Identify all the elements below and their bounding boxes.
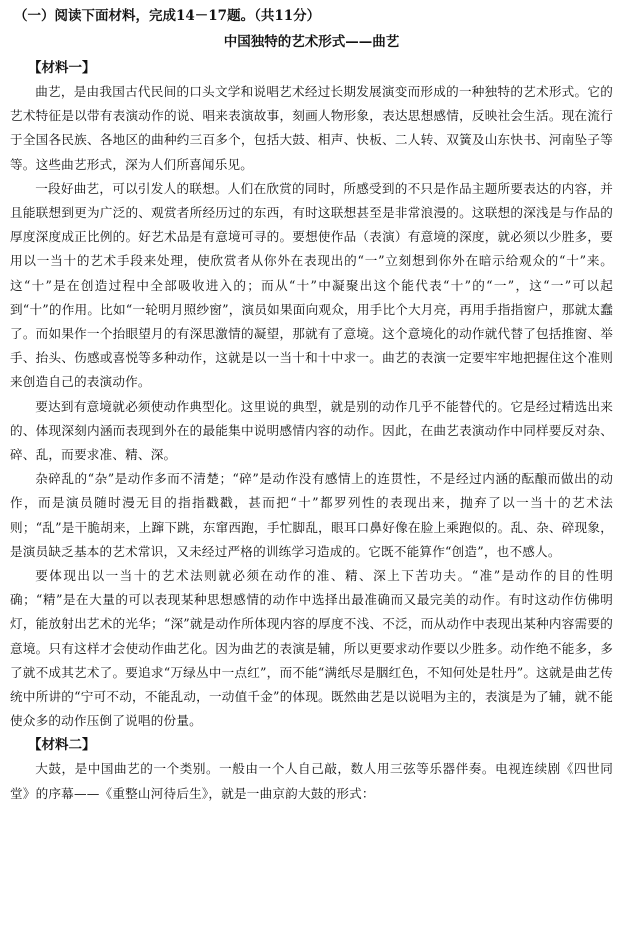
article-title: 中国独特的艺术形式——曲艺: [223, 34, 400, 50]
paragraph: 要体现出以一当十的艺术法则就必须在动作的准、精、深上下苦功夫。“准”是动作的目的性明确；“精”是在大量的可以表现某种思想感情的动作中选择出最准确而又最完美的动作。有时这动作仿佛明灯，能放射出艺术的光华；“深”就是动作所体现内容的厚度不浅、不泛，而从动作中表现出某种内容需要的意境。只有这样才会使动作曲艺化。因为曲艺的表演是辅，所以更要求动作要以少胜多。动作绝不能多，多了就不成其艺术了。要追求“万绿丛中一点红”，而不能“满纸尽是胭红色，不知何处是牡丹”。这就是曲艺传统中所讲的“宁可不动，不能乱动，一动值千金”的体现。既然曲艺是以说唱为主的，表演是为了辅，就不能使众多的动作压倒了说唱的份量。: [10, 568, 613, 729]
paragraph: 一段好曲艺，可以引发人的联想。人们在欣赏的同时，所感受到的不只是作品主题所要表达的内容，并且能联想到更为广泛的、观赏者所经历过的东西，有时这联想甚至是非常浪漫的。这联想的深浅是与作品的厚度深度成正比例的。好艺术品是有意境可寻的。要想使作品（表演）有意境的深度，就必须以少胜多，要用以一当十的艺术手段来处理，使欣赏者从你外在表现出的“一”立刻想到你外在暗示给观众的“十”来。这“十”是在创造过程中全部吸收进入的；而从“十”中凝聚出这个能代表“十”的“一”，这“一”可以起到“十”的作用。比如“一轮明月照纱窗”，演员如果面向观众，用手比个大月亮，再用手指指窗户，那就太蠢了。而如果作一个抬眼望月的有深思激情的凝望，那就有了意境。这个意境化的动作就代替了包括推窗、举手、抬头、伤感或喜悦等多种动作，这就是以一当十和十中求一。曲艺的表演一定要牢牢地把握住这个准则来创造自己的表演动作。: [10, 180, 613, 390]
paragraph: 曲艺，是由我国古代民间的口头文学和说唱艺术经过长期发展演变而形成的一种独特的艺术形式。它的艺术特征是以带有表演动作的说、唱来表演故事，刻画人物形象，表达思想感情，反映社会生活。现在流行于全国各民族、各地区的曲种约三百多个，包括大鼓、相声、快板、二人转、双簧及山东快书、河南坠子等等。这些曲艺形式，深为人们所喜闻乐见。: [10, 84, 613, 172]
paragraph: 大鼓，是中国曲艺的一个类别。一般由一个人自己敲，数人用三弦等乐器伴奏。电视连续剧《四世同堂》的序幕——《重整山河待后生》，就是一曲京韵大鼓的形式：: [10, 761, 613, 801]
paragraph: 要达到有意境就必须使动作典型化。这里说的典型，就是别的动作几乎不能替代的。它是经过精选出来的、体现深刻内涵而表现到外在的最能集中说明感情内容的动作。因此，在曲艺表演动作中同样要反对杂、碎、乱，而要求准、精、深。: [10, 398, 613, 463]
material-two-label: 【材料二】: [28, 737, 96, 754]
paragraph: 杂碎乱的“杂”是动作多而不清楚；“碎”是动作没有感情上的连贯性，不是经过内涵的酝酿而做出的动作，而是演员随时漫无目的指指戳戳，甚而把“十”都罗列性的表现出来，抛弃了以一当十的艺术法则；“乱”是干脆胡来，上蹿下跳，东窜西跑，手忙脚乱，眼耳口鼻好像在脸上乘跑似的。乱、杂、碎现象，是演员缺乏基本的艺术常识，又未经过严格的训练学习造成的。它既不能算作“创造”，也不感人。: [10, 471, 613, 559]
material-one-label: 【材料一】: [28, 60, 96, 76]
question-header: （一）阅读下面材料，完成14－17题。（共11分）: [14, 8, 321, 24]
